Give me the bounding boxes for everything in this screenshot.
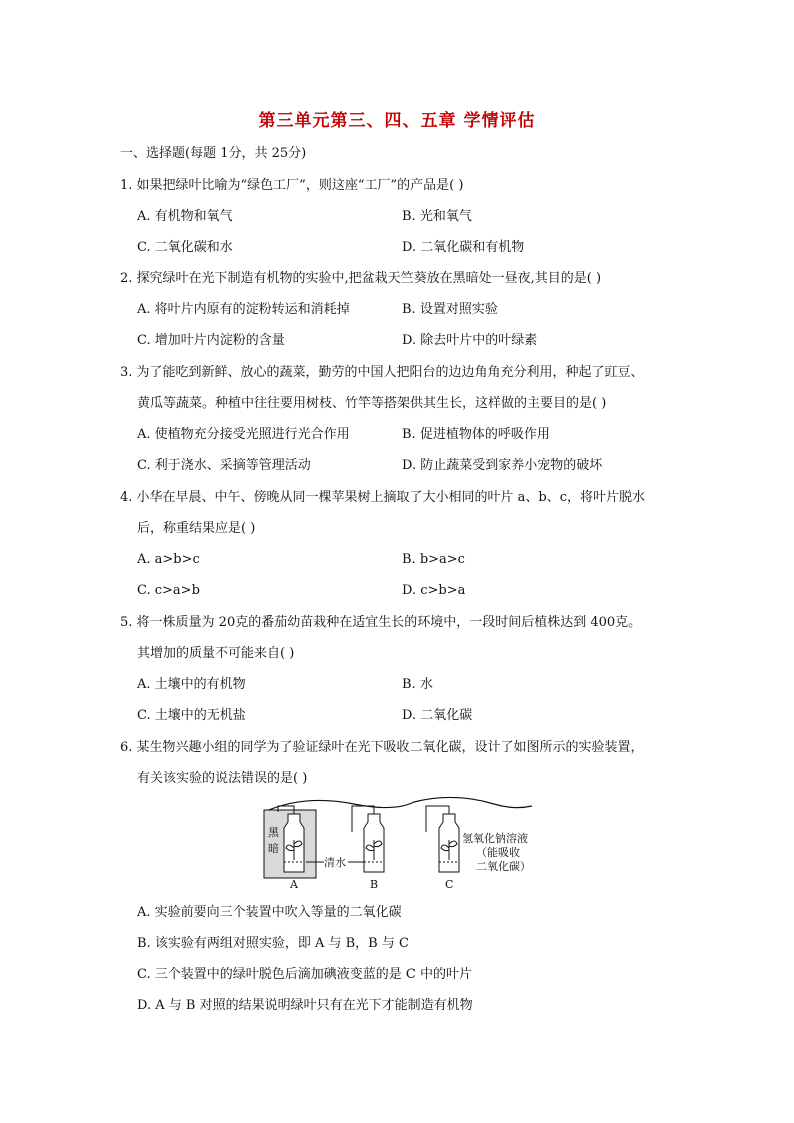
- naoh-label: 氢氧化钠溶液: [462, 832, 528, 845]
- section-heading: 一、选择题(每题 1分，共 25分): [120, 146, 307, 161]
- question-6-option-b: B. 该实验有两组对照实验，即 A 与 B，B 与 C: [137, 936, 409, 951]
- question-4-stem-line-1: 4. 小华在早晨、中午、傍晚从同一棵苹果树上摘取了大小相同的叶片 a、b、c，将叶片脱水: [120, 490, 646, 505]
- question-2-option-b: B. 设置对照实验: [402, 302, 498, 317]
- question-2-option-d: D. 除去叶片中的叶绿素: [402, 333, 538, 348]
- question-2-option-a: A. 将叶片内原有的淀粉转运和消耗掉: [137, 302, 350, 317]
- question-5-option-b: B. 水: [402, 677, 433, 692]
- question-5-option-c: C. 土壤中的无机盐: [137, 708, 246, 723]
- question-1-option-d: D. 二氧化碳和有机物: [402, 240, 525, 255]
- question-5-stem-line-1: 5. 将一株质量为 20克的番茄幼苗栽种在适宜生长的环境中，一段时间后植株达到 400克。: [120, 615, 642, 630]
- question-1-option-c: C. 二氧化碳和水: [137, 240, 233, 255]
- dark-label-2: 暗: [268, 842, 279, 855]
- question-4-option-c: C. c>a>b: [137, 583, 200, 598]
- question-6-stem-line-1: 6. 某生物兴趣小组的同学为了验证绿叶在光下吸收二氧化碳，设计了如图所示的实验装置，: [120, 740, 644, 755]
- question-3-stem-line-1: 3. 为了能吃到新鲜、放心的蔬菜，勤劳的中国人把阳台的边边角角充分利用，种起了豇豆、: [120, 365, 644, 380]
- question-3-option-b: B. 促进植物体的呼吸作用: [402, 427, 550, 442]
- experiment-apparatus-figure: [244, 792, 534, 892]
- question-2-option-c: C. 增加叶片内淀粉的含量: [137, 333, 285, 348]
- question-4-option-a: A. a>b>c: [137, 552, 200, 567]
- question-3-option-c: C. 利于浇水、采摘等管理活动: [137, 458, 311, 473]
- question-3-option-a: A. 使植物充分接受光照进行光合作用: [137, 427, 350, 442]
- absorb-label-2: 二氧化碳）: [476, 860, 531, 873]
- page-title: 第三单元第三、四、五章 学情评估: [258, 111, 536, 131]
- question-6-option-a: A. 实验前要向三个装置中吹入等量的二氧化碳: [137, 905, 402, 920]
- question-6-option-c: C. 三个装置中的绿叶脱色后滴加碘液变蓝的是 C 中的叶片: [137, 967, 472, 982]
- absorb-label-1: （能吸收: [476, 846, 520, 859]
- question-5-stem-line-2: 其增加的质量不可能来自( ): [137, 646, 295, 661]
- question-2-stem: 2. 探究绿叶在光下制造有机物的实验中,把盆栽天竺葵放在黑暗处一昼夜,其目的是( ): [120, 271, 602, 286]
- bottle-c: [426, 806, 459, 872]
- question-6-stem-line-2: 有关该实验的说法错误的是( ): [137, 771, 308, 786]
- question-4-option-d: D. c>b>a: [402, 583, 466, 598]
- label-b: B: [370, 878, 379, 891]
- question-1-stem: 1. 如果把绿叶比喻为“绿色工厂”，则这座“工厂”的产品是( ): [120, 178, 464, 193]
- question-5-option-d: D. 二氧化碳: [402, 708, 473, 723]
- label-c: C: [445, 878, 454, 891]
- question-5-option-a: A. 土壤中的有机物: [137, 677, 246, 692]
- question-6-option-d: D. A 与 B 对照的结果说明绿叶只有在光下才能制造有机物: [137, 998, 473, 1013]
- question-4-stem-line-2: 后，称重结果应是( ): [137, 521, 256, 536]
- dark-label-1: 黑: [268, 826, 279, 839]
- question-3-stem-line-2: 黄瓜等蔬菜。种植中往往要用树枝、竹竿等搭架供其生长，这样做的主要目的是( ): [137, 396, 607, 411]
- water-label: 清水: [324, 856, 346, 869]
- question-1-option-a: A. 有机物和氧气: [137, 209, 233, 224]
- question-1-option-b: B. 光和氧气: [402, 209, 472, 224]
- label-a: A: [290, 878, 298, 891]
- question-3-option-d: D. 防止蔬菜受到家养小宠物的破坏: [402, 458, 603, 473]
- question-4-option-b: B. b>a>c: [402, 552, 465, 567]
